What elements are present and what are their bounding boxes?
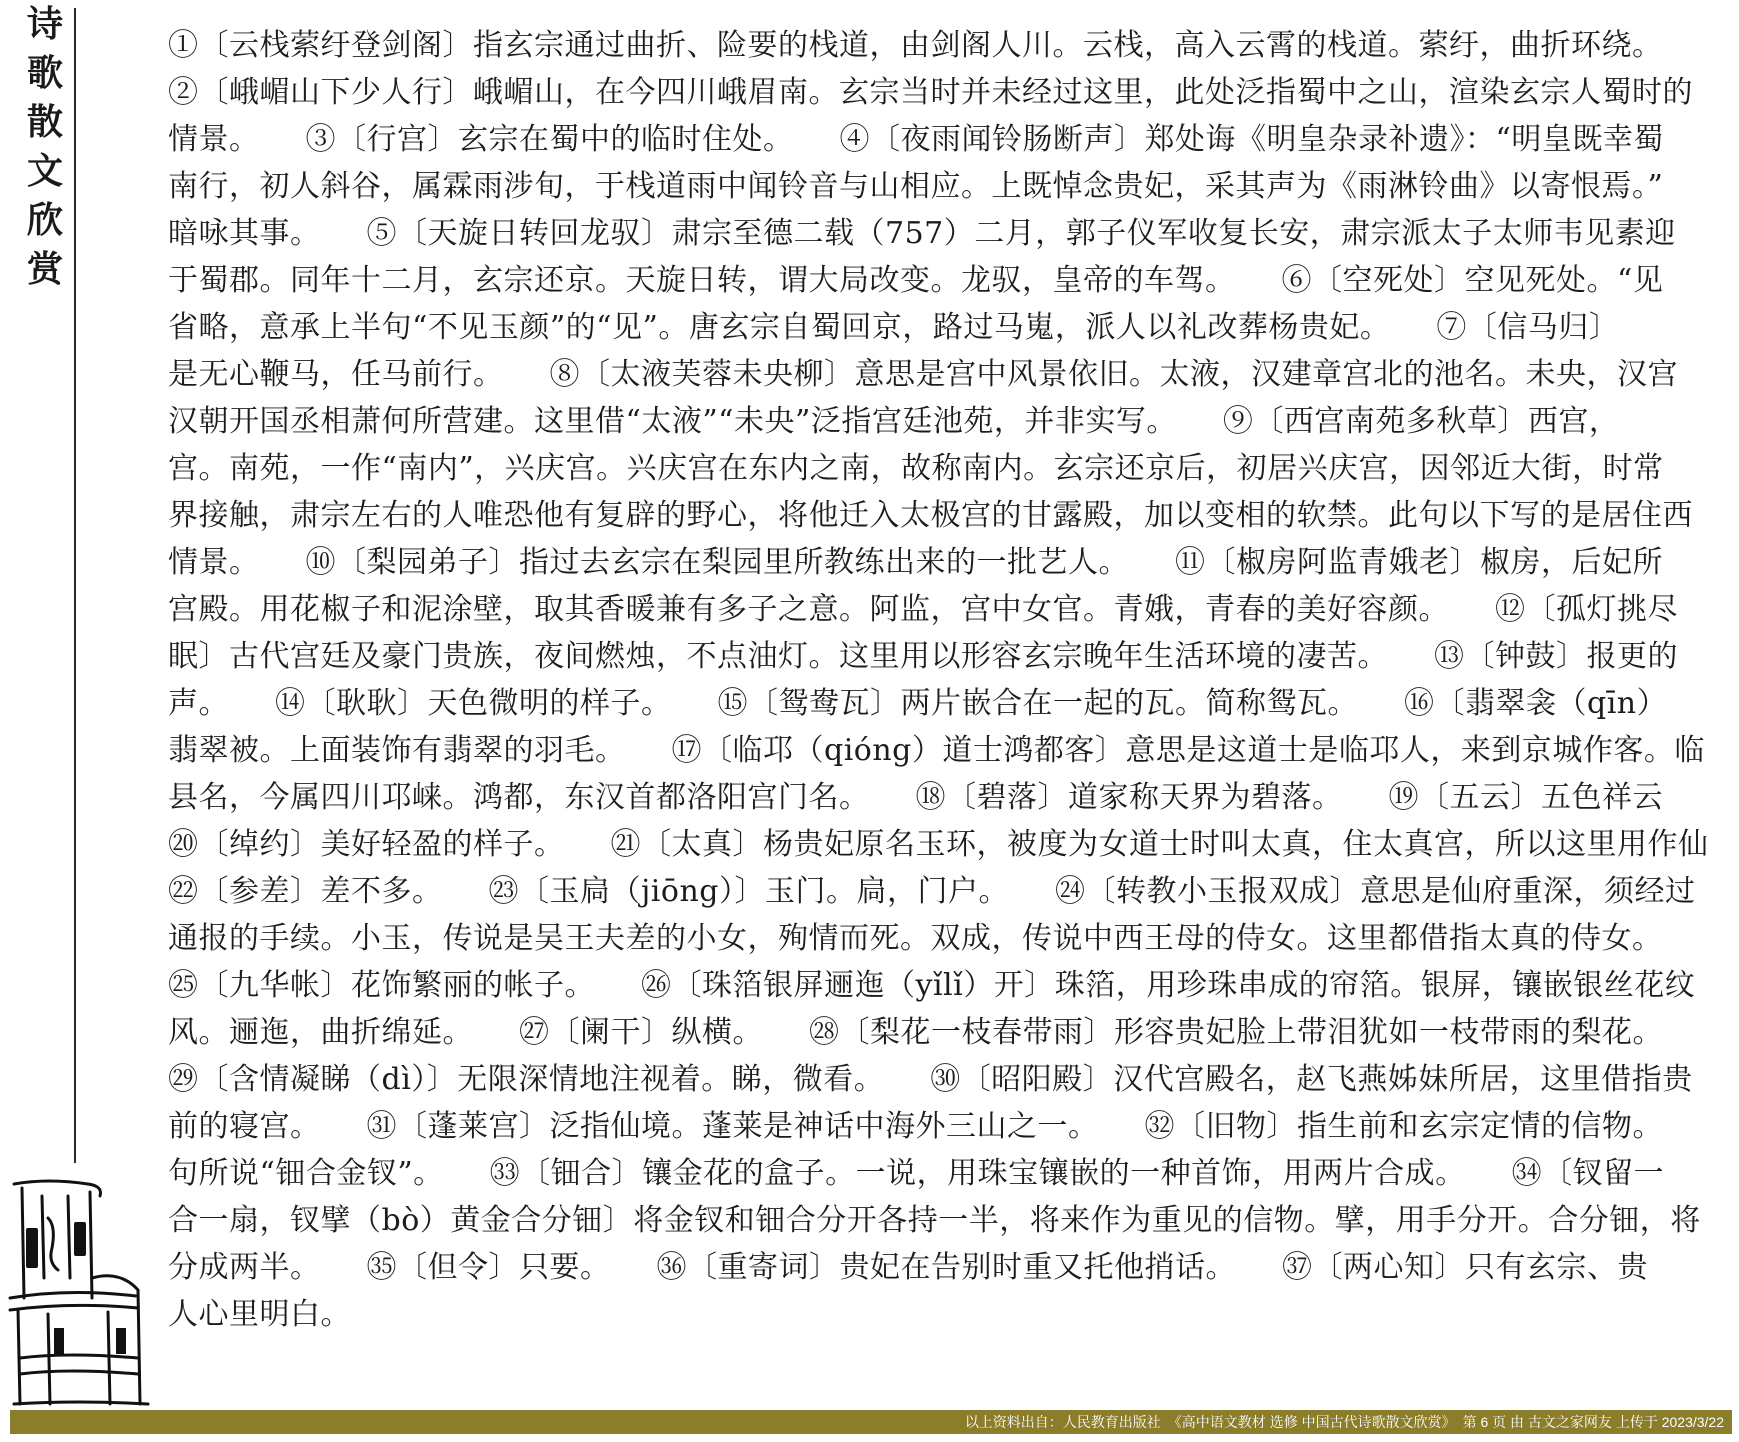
note-line: 县名，今属四川邛崃。鸿都，东汉首都洛阳宫门名。 ⑱〔碧落〕道家称天界为碧落。 ⑲〔五云〕五色祥云 [168, 780, 1663, 815]
note-line: 情景。 ③〔行宫〕玄宗在蜀中的临时住处。 ④〔夜雨闻铃肠断声〕郑处诲《明皇杂录补遗》：“明皇既幸蜀 [168, 122, 1664, 157]
note-line: 南行，初人斜谷，属霖雨涉旬，于栈道雨中闻铃音与山相应。上既悼念贵妃，采其声为《雨淋铃曲》以寄恨焉。” [168, 169, 1664, 204]
note-line: 人心里明白。 [168, 1297, 351, 1332]
side-title-char: 散 [26, 101, 63, 143]
margin-rule [74, 8, 76, 1163]
side-title [22, 0, 68, 294]
side-title-char: 诗 [26, 3, 63, 45]
note-line: 省略，意承上半句“不见玉颜”的“见”。唐玄宗自蜀回京，路过马嵬，派人以礼改葬杨贵妃。 ⑦〔信马归〕 [168, 310, 1620, 345]
note-line: 宫。南苑，一作“南内”，兴庆宫。兴庆宫在东内之南，故称南内。玄宗还京后，初居兴庆宫，因邻近大街，时常 [168, 451, 1664, 486]
side-title-char: 赏 [26, 248, 63, 290]
note-line: 句所说“钿合金钗”。 ㉝〔钿合〕镶金花的盒子。一说，用珠宝镶嵌的一种首饰，用两片合成。 ㉞〔钗留一 [168, 1156, 1665, 1191]
note-line: ㉙〔含情凝睇（dì）〕无限深情地注视着。睇，微看。 ㉚〔昭阳殿〕汉代宫殿名，赵飞燕姊妹所居，这里借指贵 [168, 1062, 1693, 1097]
note-line: 分成两半。 ㉟〔但令〕只要。 ㊱〔重寄词〕贵妃在告别时重又托他捎话。 ㊲〔两心知〕只有玄宗、贵 [168, 1250, 1648, 1285]
note-line: 是无心鞭马，任马前行。 ⑧〔太液芙蓉未央柳〕意思是宫中风景依旧。太液，汉建章宫北的池名。未央，汉宫 [168, 357, 1678, 392]
note-line: ㉕〔九华帐〕花饰繁丽的帐子。 ㉖〔珠箔银屏逦迤（yǐlǐ）开〕珠箔，用珍珠串成的帘箔。银屏，镶嵌银丝花纹 [168, 968, 1696, 1003]
note-line: 声。 ⑭〔耿耿〕天色微明的样子。 ⑮〔鸳鸯瓦〕两片嵌合在一起的瓦。简称鸳瓦。 ⑯〔翡翠衾（qīn） [168, 686, 1668, 721]
note-line: ㉒〔参差〕差不多。 ㉓〔玉扃（jiōng）〕玉门。扃，门户。 ㉔〔转教小玉报双成〕意思是仙府重深，须经过 [168, 874, 1696, 909]
note-line: 情景。 ⑩〔梨园弟子〕指过去玄宗在梨园里所教练出来的一批艺人。 ⑪〔椒房阿监青娥老〕椒房，后妃所 [168, 545, 1663, 580]
note-line: 翡翠被。上面装饰有翡翠的羽毛。 ⑰〔临邛（qióng）道士鸿都客〕意思是这道士是临邛人，来到京城作客。临 [168, 733, 1705, 768]
note-line: ⑳〔绰约〕美好轻盈的样子。 ㉑〔太真〕杨贵妃原名玉环，被度为女道士时叫太真，住太真宫，所以这里用作仙 [168, 827, 1709, 862]
source-footer: 以上资料出自：人民教育出版社 《高中语文教材 选修 中国古代诗歌散文欣赏》 第 6 页 由 古文之家网友 上传于 2023/3/22 [10, 1410, 1732, 1434]
note-line: 通报的手续。小玉，传说是吴王夫差的小女，殉情而死。双成，传说中西王母的侍女。这里都借指太真的侍女。 [168, 921, 1663, 956]
note-line: ②〔峨嵋山下少人行〕峨嵋山，在今四川峨眉南。玄宗当时并未经过这里，此处泛指蜀中之山，渲染玄宗人蜀时的 [168, 75, 1693, 110]
chair-illustration [8, 1178, 158, 1410]
note-line: 眠〕古代宫廷及豪门贵族，夜间燃烛，不点油灯。这里用以形容玄宗晚年生活环境的凄苦。 ⑬〔钟鼓〕报更的 [168, 639, 1678, 674]
side-title-char: 欣 [26, 199, 63, 241]
note-line: 于蜀郡。同年十二月，玄宗还京。天旋日转，谓大局改变。龙驭，皇帝的车驾。 ⑥〔空死处〕空见死处。“见 [168, 263, 1664, 298]
note-line: 风。逦迤，曲折绵延。 ㉗〔阑干〕纵横。 ㉘〔梨花一枝春带雨〕形容贵妃脸上带泪犹如一枝带雨的梨花。 [168, 1015, 1663, 1050]
note-line: 界接触，肃宗左右的人唯恐他有复辟的野心，将他迁入太极宫的甘露殿，加以变相的软禁。此句以下写的是居住西 [168, 498, 1693, 533]
note-line: 合一扇，钗擘（bò）黄金合分钿〕将金钗和钿合分开各持一半，将来作为重见的信物。擘，用手分开。合分钿，将 [168, 1203, 1701, 1238]
side-title-char: 文 [26, 150, 63, 192]
note-line: ①〔云栈萦纡登剑阁〕指玄宗通过曲折、险要的栈道，由剑阁人川。云栈，高入云霄的栈道。萦纡，曲折环绕。 [168, 28, 1663, 63]
note-line: 汉朝开国丞相萧何所营建。这里借“太液”“未央”泛指宫廷池苑，并非实写。 ⑨〔西宫南苑多秋草〕西宫， [168, 404, 1620, 439]
note-line: 前的寝宫。 ㉛〔蓬莱宫〕泛指仙境。蓬莱是神话中海外三山之一。 ㉜〔旧物〕指生前和玄宗定情的信物。 [168, 1109, 1663, 1144]
note-line: 宫殿。用花椒子和泥涂壁，取其香暖兼有多子之意。阿监，宫中女官。青娥，青春的美好容颜。 ⑫〔孤灯挑尽 [168, 592, 1678, 627]
side-title-char: 歌 [26, 52, 63, 94]
annotation-notes [168, 22, 1728, 1342]
note-line: 暗咏其事。 ⑤〔天旋日转回龙驭〕肃宗至德二载（757）二月，郭子仪军收复长安，肃宗派太子太师韦见素迎 [168, 216, 1676, 251]
